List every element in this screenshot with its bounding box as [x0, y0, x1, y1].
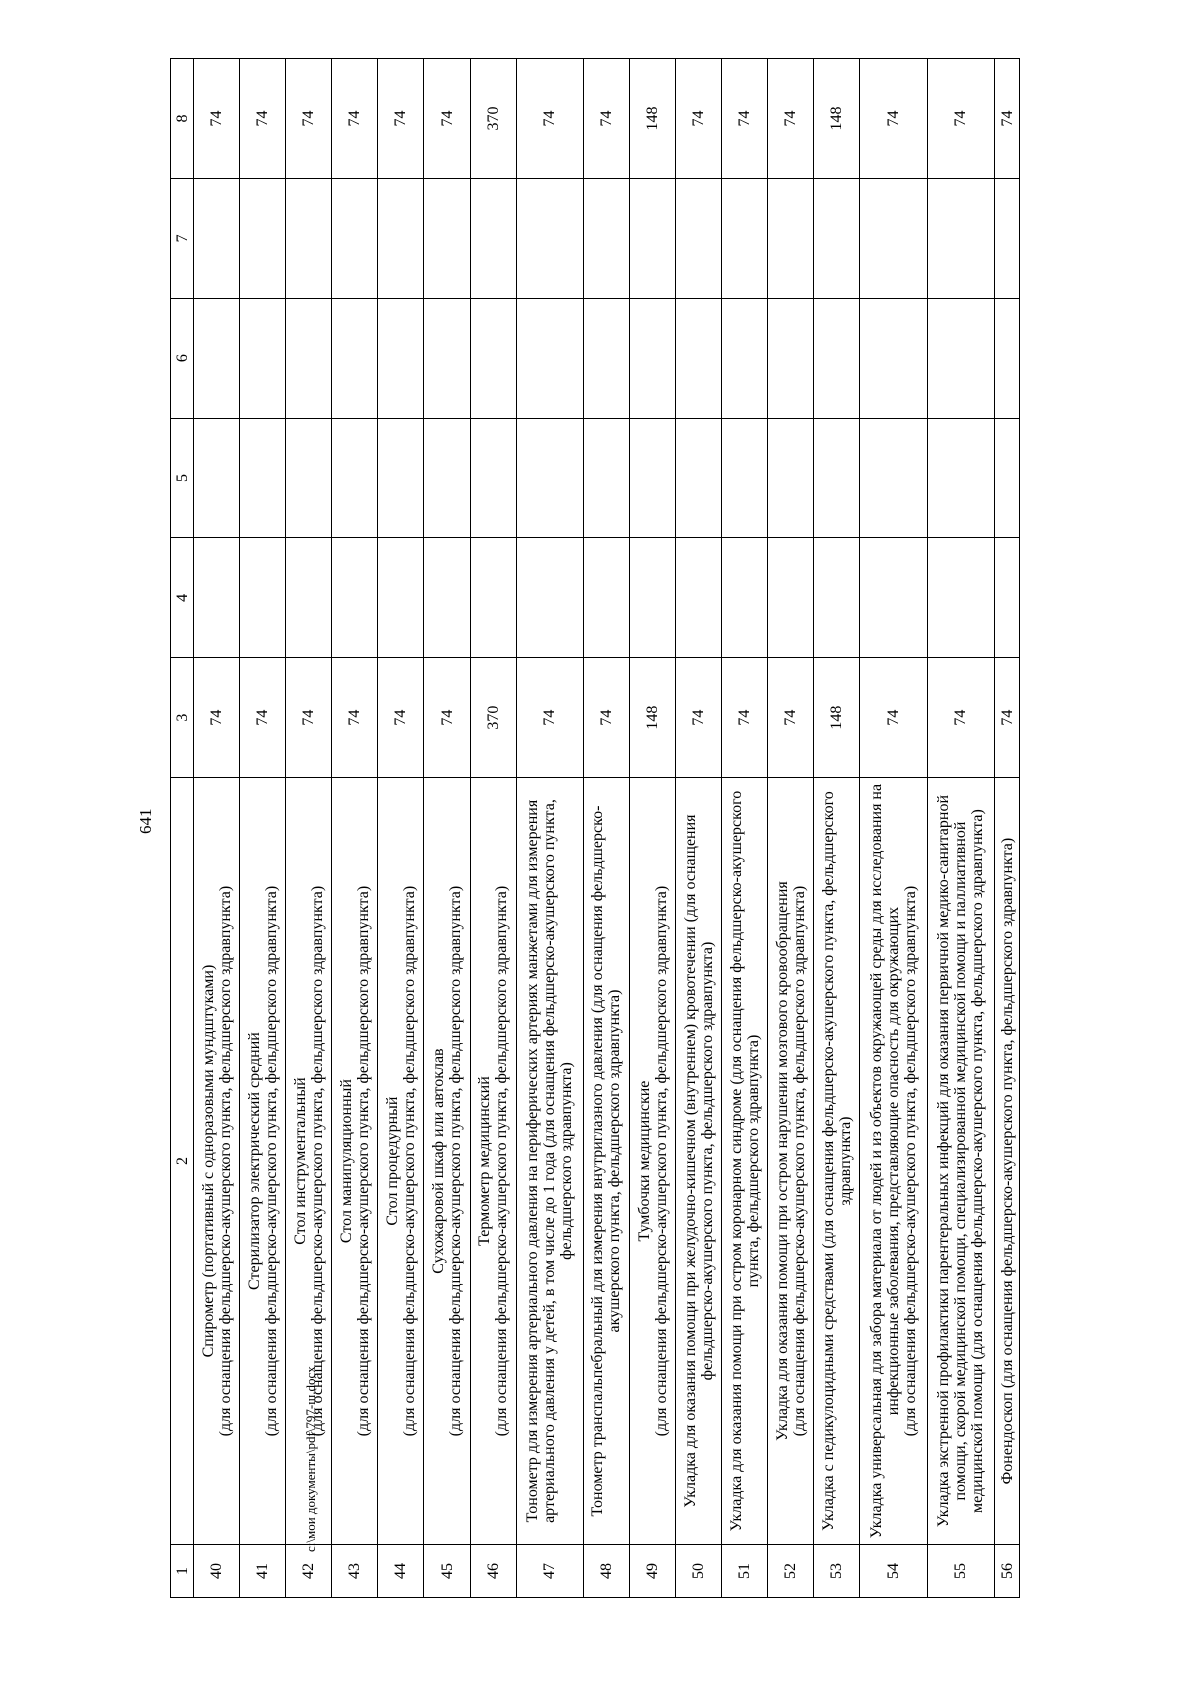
row-name: Укладка для оказания помощи при остром нарушении мозгового кровообращения (для оснащения фельдшерско-акушерского пункта, фельдшерского здравпункта)	[768, 778, 814, 1545]
row-name: Стерилизатор электрический средний (для оснащения фельдшерско-акушерского пункта, фельдшерского здравпункта)	[240, 778, 286, 1545]
row-col6-value	[722, 298, 768, 418]
row-name: Сухожаровой шкаф или автоклав (для оснащения фельдшерско-акушерского пункта, фельдшерского здравпункта)	[424, 778, 470, 1545]
row-col5-value	[814, 418, 860, 538]
row-col6-value	[995, 298, 1020, 418]
row-col7-value	[424, 178, 470, 298]
row-col4-value	[722, 538, 768, 658]
row-number: 47	[516, 1545, 583, 1598]
row-col8-value: 74	[194, 59, 240, 179]
column-header-3: 3	[171, 658, 194, 778]
row-col8-value: 74	[860, 59, 927, 179]
row-col4-value	[194, 538, 240, 658]
row-name: Укладка экстренной профилактики парентеральных инфекций для оказания первичной медико-санитарной помощи, скорой медицинской помощи, специализированной медицинской помощи и паллиативной медицинской помощи (для оснащения фельдшерско-акушерского пункта, фельдшерского здравпункта)	[927, 778, 994, 1545]
row-col3-value: 148	[630, 658, 676, 778]
row-number: 44	[378, 1545, 424, 1598]
column-header-5: 5	[171, 418, 194, 538]
row-col8-value: 74	[927, 59, 994, 179]
row-col7-value	[630, 178, 676, 298]
row-col5-value	[927, 418, 994, 538]
row-col4-value	[240, 538, 286, 658]
row-col7-value	[676, 178, 722, 298]
table-row	[194, 59, 240, 1598]
row-name: Укладка универсальная для забора материала от людей и из объектов окружающей среды для исследования на инфекционные заболевания, представляющие опасность для окружающих (для оснащения фельдшерско-акушерского пункта, фельдшерского здравпункта)	[860, 778, 927, 1545]
row-col7-value	[768, 178, 814, 298]
row-col5-value	[286, 418, 332, 538]
row-number: 45	[424, 1545, 470, 1598]
row-col6-value	[194, 298, 240, 418]
row-col3-value: 74	[424, 658, 470, 778]
row-col6-value	[583, 298, 629, 418]
row-col7-value	[194, 178, 240, 298]
row-col8-value: 74	[378, 59, 424, 179]
row-col8-value: 148	[630, 59, 676, 179]
row-col5-value	[630, 418, 676, 538]
row-col5-value	[722, 418, 768, 538]
row-col7-value	[860, 178, 927, 298]
row-col4-value	[332, 538, 378, 658]
row-col3-value: 74	[378, 658, 424, 778]
row-name: Термометр медицинский (для оснащения фельдшерско-акушерского пункта, фельдшерского здравпункта)	[470, 778, 516, 1545]
row-name: Тонометр для измерения артериального давления на периферических артериях манжетами для измерения артериального давления у детей, в том числе до 1 года (для оснащения фельдшерско-акушерского пункта, фельдшерского здравпункта)	[516, 778, 583, 1545]
row-col4-value	[860, 538, 927, 658]
row-col4-value	[927, 538, 994, 658]
row-col3-value: 74	[722, 658, 768, 778]
row-number: 51	[722, 1545, 768, 1598]
row-col8-value: 74	[516, 59, 583, 179]
row-name: Стол манипуляционный (для оснащения фельдшерско-акушерского пункта, фельдшерского здравпункта)	[332, 778, 378, 1545]
row-col5-value	[768, 418, 814, 538]
table-row	[583, 59, 629, 1598]
table-header-row	[171, 59, 194, 1598]
row-col3-value: 74	[768, 658, 814, 778]
row-name: Укладка для оказания помощи при желудочно-кишечном (внутреннем) кровотечении (для оснащения фельдшерско-акушерского пункта, фельдшерского здравпункта)	[676, 778, 722, 1545]
row-col5-value	[424, 418, 470, 538]
row-col3-value: 370	[470, 658, 516, 778]
row-col8-value: 370	[470, 59, 516, 179]
row-col5-value	[676, 418, 722, 538]
row-col5-value	[860, 418, 927, 538]
row-col3-value: 74	[240, 658, 286, 778]
row-col5-value	[378, 418, 424, 538]
row-col6-value	[516, 298, 583, 418]
row-number: 53	[814, 1545, 860, 1598]
row-number: 42	[286, 1545, 332, 1598]
row-col6-value	[630, 298, 676, 418]
page-number: 641	[136, 808, 155, 834]
row-col3-value: 74	[927, 658, 994, 778]
row-col4-value	[378, 538, 424, 658]
row-col7-value	[332, 178, 378, 298]
row-col4-value	[768, 538, 814, 658]
row-col4-value	[583, 538, 629, 658]
table-row	[676, 59, 722, 1598]
row-number: 55	[927, 1545, 994, 1598]
row-col3-value: 74	[194, 658, 240, 778]
row-number: 49	[630, 1545, 676, 1598]
row-col5-value	[332, 418, 378, 538]
row-number: 56	[995, 1545, 1020, 1598]
row-col7-value	[927, 178, 994, 298]
row-col4-value	[676, 538, 722, 658]
row-col4-value	[995, 538, 1020, 658]
row-col6-value	[240, 298, 286, 418]
table-row	[630, 59, 676, 1598]
row-col4-value	[424, 538, 470, 658]
table-body	[194, 59, 1020, 1598]
rotated-table-container	[170, 58, 1020, 1598]
row-col3-value: 74	[332, 658, 378, 778]
row-name: Фонендоскоп (для оснащения фельдшерско-акушерского пункта, фельдшерского здравпункта)	[995, 778, 1020, 1545]
row-col5-value	[194, 418, 240, 538]
row-col8-value: 74	[768, 59, 814, 179]
row-col3-value: 74	[676, 658, 722, 778]
table-row	[927, 59, 994, 1598]
table-row	[378, 59, 424, 1598]
row-col4-value	[286, 538, 332, 658]
column-header-8: 8	[171, 59, 194, 179]
row-col4-value	[470, 538, 516, 658]
row-col7-value	[583, 178, 629, 298]
row-col3-value: 74	[516, 658, 583, 778]
row-col4-value	[516, 538, 583, 658]
row-number: 52	[768, 1545, 814, 1598]
row-col3-value: 148	[814, 658, 860, 778]
row-name: Тумбочки медицинские (для оснащения фельдшерско-акушерского пункта, фельдшерского здравпункта)	[630, 778, 676, 1545]
row-name: Тонометр транспальпебральный для измерения внутриглазного давления (для оснащения фельдшерско-акушерского пункта, фельдшерского здравпункта)	[583, 778, 629, 1545]
row-col7-value	[470, 178, 516, 298]
row-name: Стол инструментальный (для оснащения фельдшерско-акушерского пункта, фельдшерского здравпункта)	[286, 778, 332, 1545]
column-header-2: 2	[171, 778, 194, 1545]
row-number: 46	[470, 1545, 516, 1598]
row-col8-value: 74	[583, 59, 629, 179]
row-col7-value	[286, 178, 332, 298]
row-col6-value	[676, 298, 722, 418]
row-col3-value: 74	[995, 658, 1020, 778]
row-number: 48	[583, 1545, 629, 1598]
row-col8-value: 74	[286, 59, 332, 179]
row-col7-value	[722, 178, 768, 298]
row-col8-value: 74	[995, 59, 1020, 179]
row-col5-value	[240, 418, 286, 538]
row-col5-value	[516, 418, 583, 538]
table-row	[332, 59, 378, 1598]
column-header-6: 6	[171, 298, 194, 418]
row-col7-value	[240, 178, 286, 298]
row-col3-value: 74	[583, 658, 629, 778]
row-number: 43	[332, 1545, 378, 1598]
row-col8-value: 74	[676, 59, 722, 179]
table-row	[470, 59, 516, 1598]
row-col3-value: 74	[286, 658, 332, 778]
row-col7-value	[378, 178, 424, 298]
equipment-table	[170, 58, 1020, 1598]
row-col5-value	[995, 418, 1020, 538]
row-number: 50	[676, 1545, 722, 1598]
table-row	[516, 59, 583, 1598]
row-col6-value	[927, 298, 994, 418]
table-row	[814, 59, 860, 1598]
row-col5-value	[470, 418, 516, 538]
row-col6-value	[470, 298, 516, 418]
page-number-container	[136, 809, 156, 835]
row-number: 54	[860, 1545, 927, 1598]
row-col8-value: 74	[722, 59, 768, 179]
column-header-7: 7	[171, 178, 194, 298]
table-row	[995, 59, 1020, 1598]
table-row	[286, 59, 332, 1598]
row-col6-value	[768, 298, 814, 418]
column-header-1: 1	[171, 1545, 194, 1598]
table-row	[240, 59, 286, 1598]
row-name: Спирометр (портативный с одноразовыми мундштуками) (для оснащения фельдшерско-акушерского пункта, фельдшерского здравпункта)	[194, 778, 240, 1545]
row-col8-value: 74	[332, 59, 378, 179]
row-col8-value: 148	[814, 59, 860, 179]
row-col6-value	[378, 298, 424, 418]
row-col8-value: 74	[424, 59, 470, 179]
row-col6-value	[332, 298, 378, 418]
row-number: 40	[194, 1545, 240, 1598]
row-col6-value	[424, 298, 470, 418]
row-col6-value	[814, 298, 860, 418]
row-name: Укладка с педикулоцидными средствами (для оснащения фельдшерско-акушерского пункта, фельдшерского здравпункта)	[814, 778, 860, 1545]
row-col4-value	[814, 538, 860, 658]
table-row	[722, 59, 768, 1598]
row-col6-value	[286, 298, 332, 418]
row-col6-value	[860, 298, 927, 418]
row-col8-value: 74	[240, 59, 286, 179]
row-col5-value	[583, 418, 629, 538]
row-name: Укладка для оказания помощи при остром коронарном синдроме (для оснащения фельдшерско-акушерского пункта, фельдшерского здравпункта)	[722, 778, 768, 1545]
footer-file-path: c:\мои документы\pdf\797-ш.docx	[303, 1366, 318, 1552]
row-col4-value	[630, 538, 676, 658]
row-col7-value	[516, 178, 583, 298]
table-row	[424, 59, 470, 1598]
column-header-4: 4	[171, 538, 194, 658]
row-col7-value	[995, 178, 1020, 298]
row-col3-value: 74	[860, 658, 927, 778]
row-name: Стол процедурный (для оснащения фельдшерско-акушерского пункта, фельдшерского здравпункта)	[378, 778, 424, 1545]
table-row	[860, 59, 927, 1598]
row-number: 41	[240, 1545, 286, 1598]
row-col7-value	[814, 178, 860, 298]
table-row	[768, 59, 814, 1598]
